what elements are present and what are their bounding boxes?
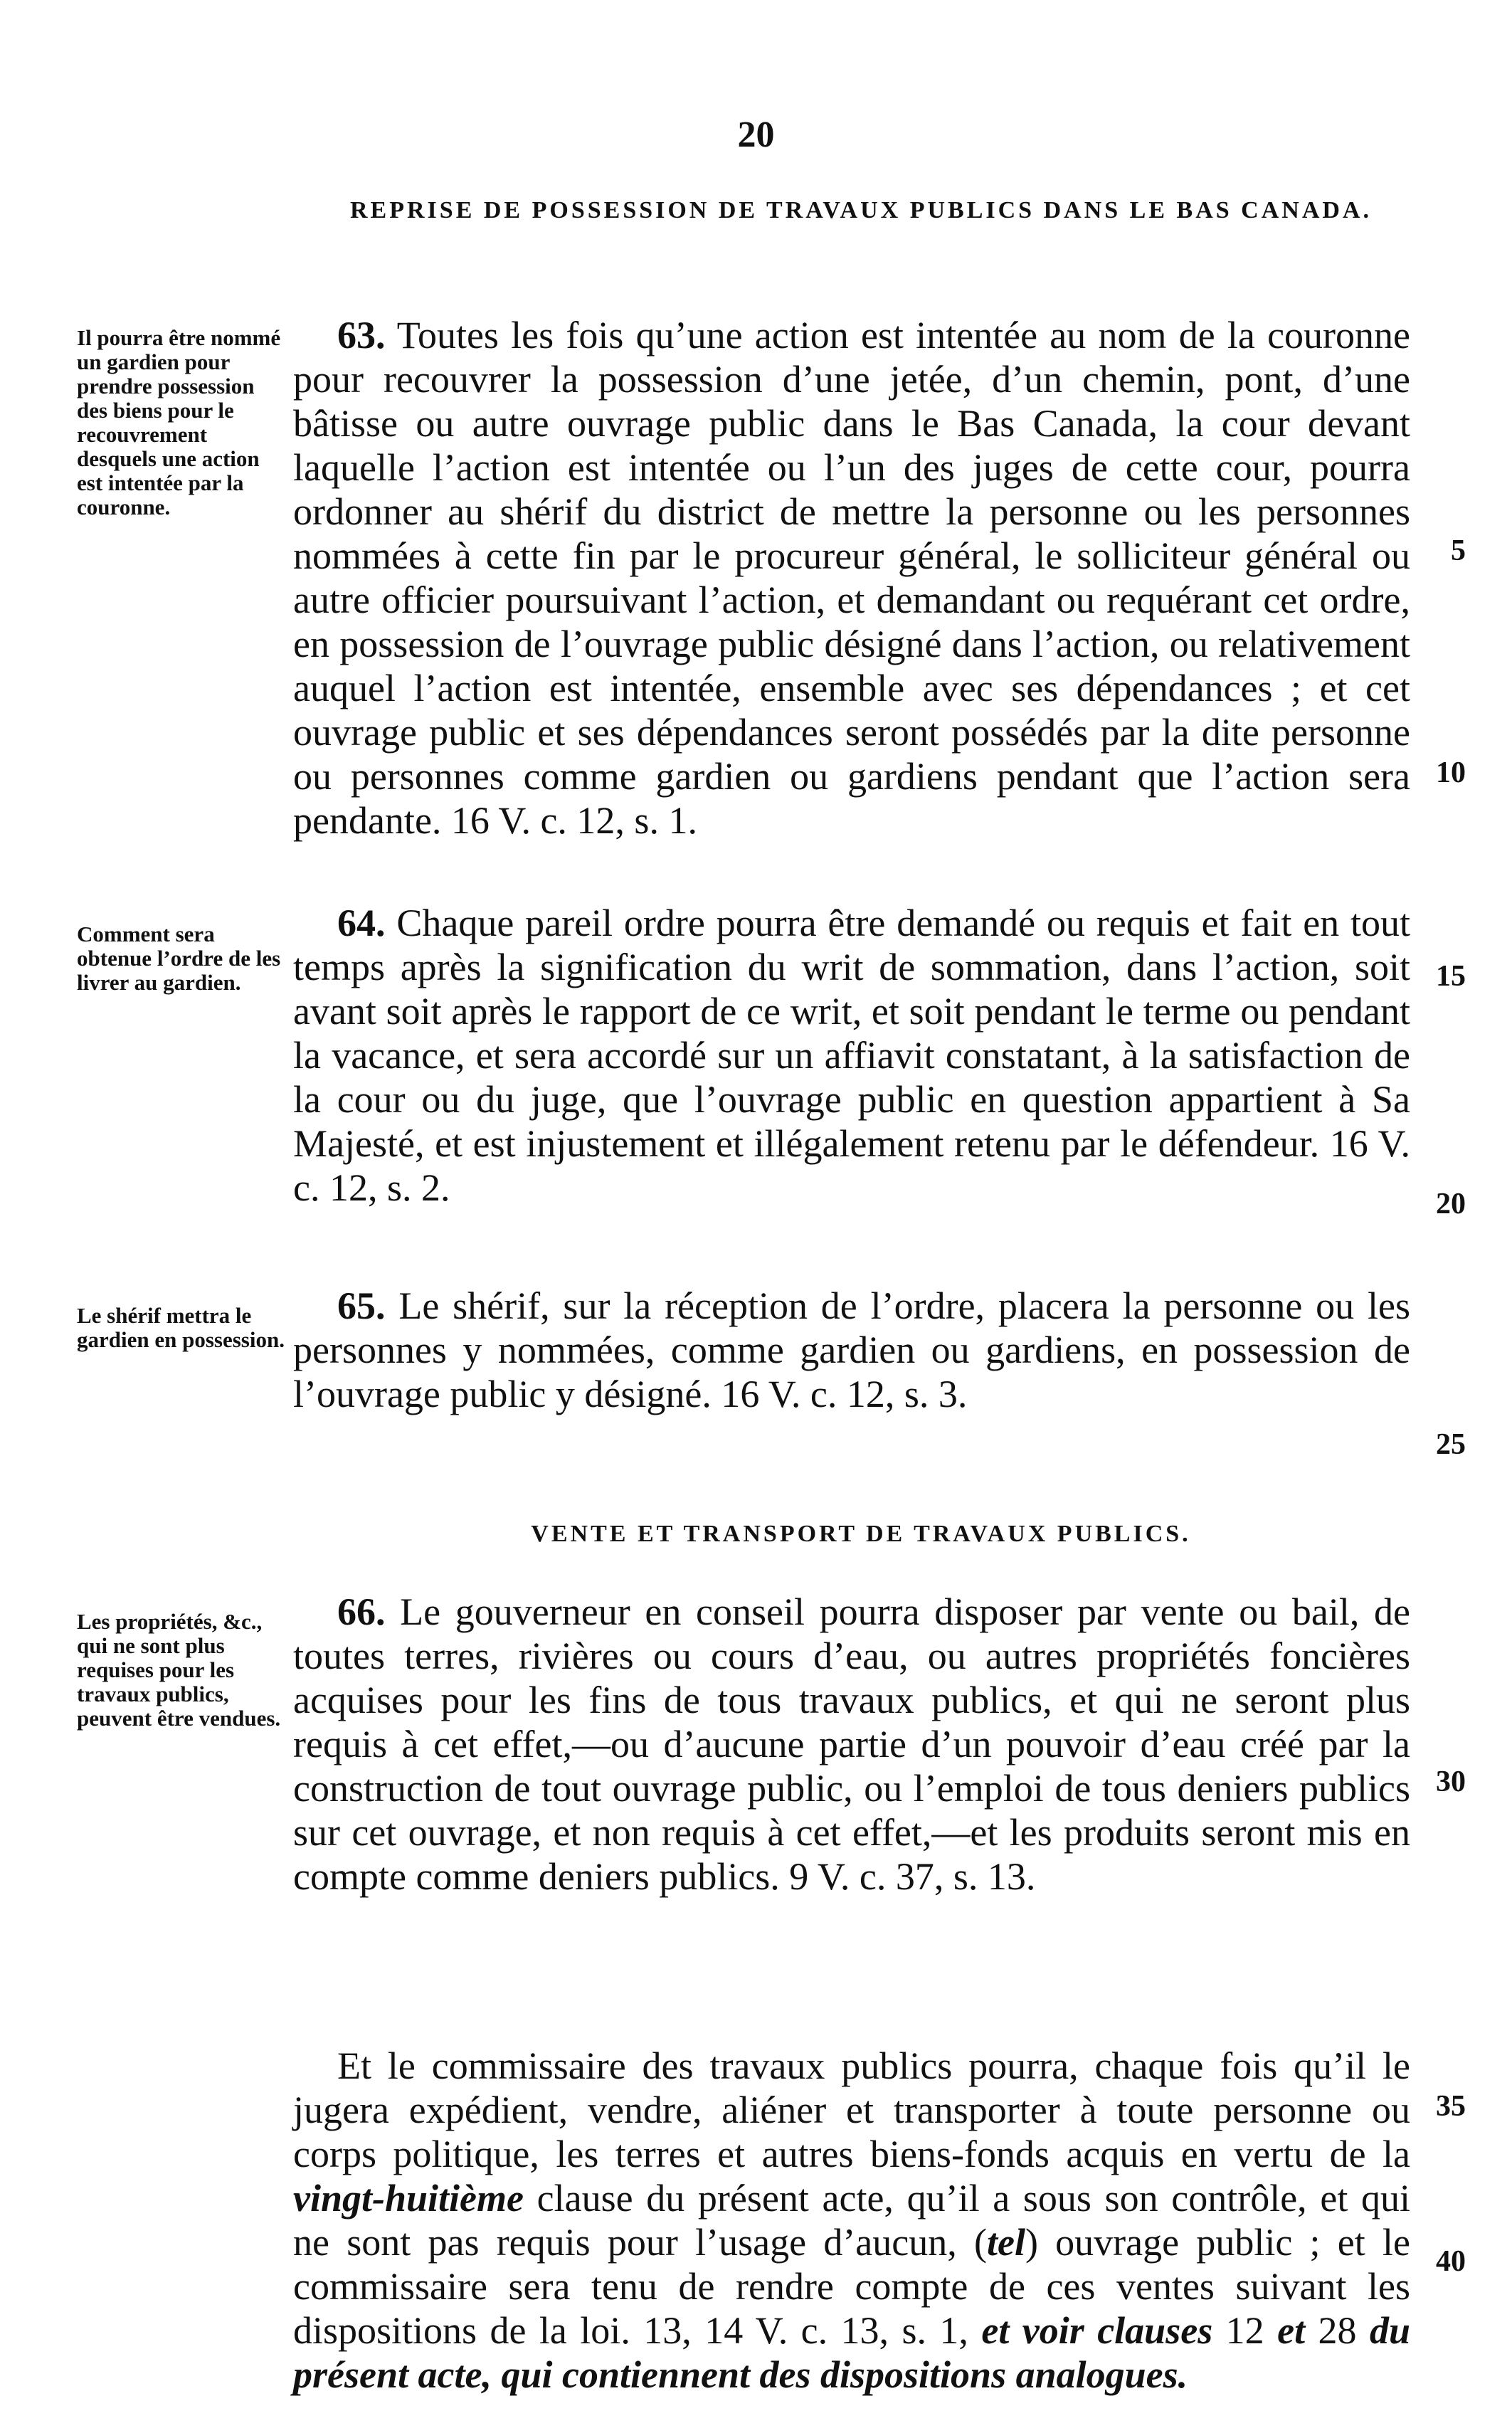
section-number-63: 63. <box>337 314 386 357</box>
section-number-65: 65. <box>337 1284 386 1327</box>
margin-note-65: Le shérif mettra le gardien en possession. <box>77 1303 285 1352</box>
paragraph-italic-4: et <box>1277 2309 1306 2352</box>
paragraph-text-3: ) ouvrage public ; et le commissaire sera tenu de rendre compte de ces ventes suivant les dispositions de la loi. 13, 14 V. c. 13, s. 1, <box>293 2221 1410 2352</box>
section-text-66: Le gouverneur en conseil pourra disposer par vente ou bail, de toutes terres, rivières ou cours d’eau, ou autres propriétés foncières acquises pour les fins de tous travaux publics, et qui ne seront plus requis à cet effet,—ou d’aucune partie d’un pouvoir d’eau créé par la construction de tout ouvrage public, ou l’emploi de tous deniers publics sur cet ouvrage, et non requis à cet effet,—et les produits seront mis en compte comme deniers publics. 9 V. c. 37, s. 13. <box>293 1590 1410 1898</box>
section-text-64: Chaque pareil ordre pourra être demandé ou requis et fait en tout temps après la signification du writ de sommation, dans l’action, soit avant soit après le rapport de ce writ, et soit pendant le terme ou pendant la vacance, et sera accordé sur un affiavit constatant, à la satisfaction de la cour ou du juge, que l’ouvrage public en question appartient à Sa Majesté, et est injustement et illégalement retenu par le défendeur. 16 V. c. 12, s. 2. <box>293 902 1410 1209</box>
line-number-30: 30 <box>1436 1765 1466 1798</box>
paragraph-italic-5: du présent acte, qui contiennent des dispositions analogues. <box>293 2309 1411 2396</box>
section-63 <box>293 313 1410 843</box>
section-65 <box>293 1284 1410 1416</box>
margin-note-64: Comment sera obtenue l’ordre de les livrer au gardien. <box>77 922 281 995</box>
section-66 <box>293 1590 1410 1899</box>
paragraph-italic-1: vingt-huitième <box>293 2177 524 2219</box>
line-number-20: 20 <box>1436 1188 1466 1220</box>
page-number: 20 <box>737 115 775 155</box>
paragraph-text-1: Et le commissaire des travaux publics pourra, chaque fois qu’il le jugera expédient, vendre, aliéner et transporter à toute personne ou corps politique, les terres et autres biens-fonds acquis en vertu de la <box>293 2044 1410 2175</box>
section-number-66: 66. <box>337 1590 386 1633</box>
line-number-5: 5 <box>1451 534 1466 567</box>
margin-note-66: Les propriétés, &c., qui ne sont plus requises pour les travaux publics, peuvent être vendues. <box>77 1609 281 1731</box>
section-number-64: 64. <box>337 902 386 944</box>
line-number-40: 40 <box>1436 2245 1466 2278</box>
commissioner-paragraph <box>293 2044 1410 2397</box>
section-heading-reprise: REPRISE DE POSSESSION DE TRAVAUX PUBLICS DANS LE BAS CANADA. <box>350 197 1372 223</box>
section-text-63: Toutes les fois qu’une action est intentée au nom de la couronne pour recouvrer la possession d’une jetée, d’un chemin, pont, d’une bâtisse ou autre ouvrage public dans le Bas Canada, la cour devant laquelle l’action est intentée ou l’un des juges de cette cour, pourra ordonner au shérif du district de mettre la personne ou les personnes nommées à cette fin par le procureur général, le solliciteur général ou autre officier poursuivant l’action, et demandant ou requérant cet ordre, en possession de l’ouvrage public désigné dans l’action, ou relativement auquel l’action est intentée, ensemble avec ses dépendances ; et cet ouvrage public et ses dépendances seront possédés par la dite personne ou personnes comme gardien ou gardiens pendant que l’action sera pendante. 16 V. c. 12, s. 1. <box>293 314 1410 842</box>
paragraph-italic-3: et voir clauses <box>981 2309 1213 2352</box>
paragraph-text-2: clause du présent acte, qu’il a sous son contrôle, et qui ne sont pas requis pour l’usage d’aucun, ( <box>293 2177 1410 2264</box>
line-number-25: 25 <box>1436 1428 1466 1461</box>
paragraph-italic-2: tel <box>986 2221 1025 2264</box>
line-number-35: 35 <box>1436 2090 1466 2123</box>
line-number-10: 10 <box>1436 756 1466 789</box>
margin-note-63: Il pourra être nommé un gardien pour prendre possession des biens pour le recouvrement desquels une action est intentée par la couronne. <box>77 325 281 519</box>
section-text-65: Le shérif, sur la réception de l’ordre, placera la personne ou les personnes y nommées, comme gardien ou gardiens, en possession de l’ouvrage public y désigné. 16 V. c. 12, s. 3. <box>293 1284 1410 1415</box>
paragraph-text-5: 28 <box>1305 2309 1370 2352</box>
section-64 <box>293 901 1410 1210</box>
paragraph-text-4: 12 <box>1212 2309 1278 2352</box>
section-heading-vente: VENTE ET TRANSPORT DE TRAVAUX PUBLICS. <box>531 1521 1191 1547</box>
line-number-15: 15 <box>1436 960 1466 993</box>
